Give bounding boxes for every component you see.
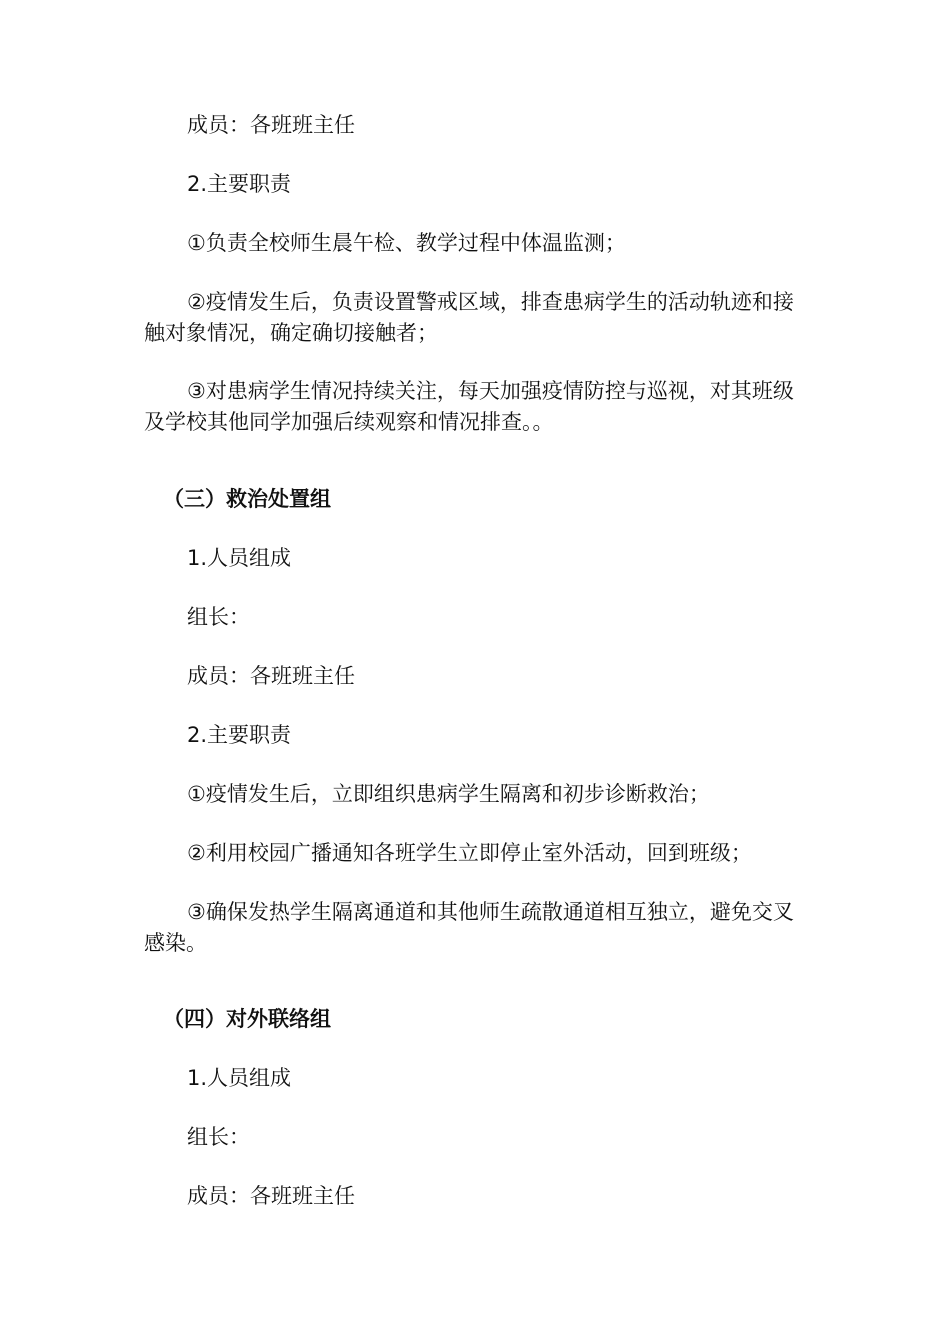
- composition-title: 1.人员组成: [187, 1066, 292, 1090]
- duty-item-2: ②利用校园广播通知各班学生立即停止室外活动，回到班级；: [187, 841, 752, 865]
- leader-line: 组长：: [187, 1125, 250, 1149]
- section-heading-liaison: （四）对外联络组: [163, 1007, 331, 1031]
- duty-item-2-line-1: ②疫情发生后，负责设置警戒区域，排查患病学生的活动轨迹和接: [187, 290, 794, 314]
- duty-item-3-line-2: 及学校其他同学加强后续观察和情况排查。。: [144, 410, 554, 434]
- members-line: 成员：各班班主任: [187, 664, 355, 688]
- composition-title: 1.人员组成: [187, 546, 292, 570]
- duty-item-3-line-2: 感染。: [144, 931, 207, 955]
- duty-item-1: ①负责全校师生晨午检、教学过程中体温监测；: [187, 231, 626, 255]
- members-line: 成员：各班班主任: [187, 1184, 355, 1208]
- duty-item-3-line-1: ③确保发热学生隔离通道和其他师生疏散通道相互独立，避免交叉: [187, 900, 794, 924]
- duties-title: 2.主要职责: [187, 723, 292, 747]
- members-line: 成员：各班班主任: [187, 113, 355, 137]
- duty-item-3-line-1: ③对患病学生情况持续关注，每天加强疫情防控与巡视，对其班级: [187, 379, 794, 403]
- section-heading-treatment: （三）救治处置组: [163, 487, 331, 511]
- leader-line: 组长：: [187, 605, 250, 629]
- duties-title: 2.主要职责: [187, 172, 292, 196]
- duty-item-2-line-2: 触对象情况，确定确切接触者；: [144, 321, 438, 345]
- duty-item-1: ①疫情发生后，立即组织患病学生隔离和初步诊断救治；: [187, 782, 710, 806]
